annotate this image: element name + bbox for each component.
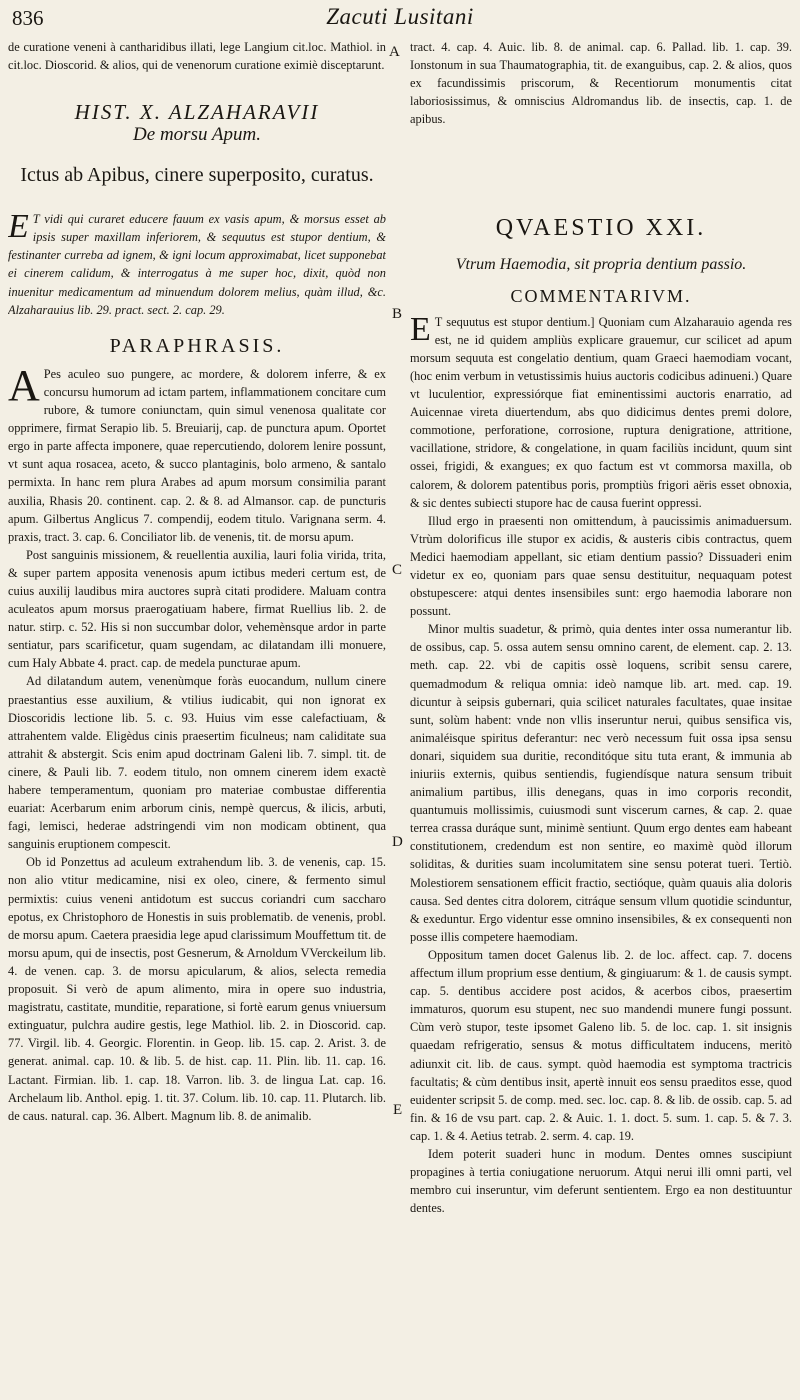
commentarium-paragraph-5: Idem poterit suaderi hunc in modum. Dentes omnes suscipiunt propagines à tertia coniugatione neruorum. Atqui nerui illi omni parti, vel membro cui inseruntur, vim deferunt sentientem. Ergo ea non destituuntur dentes.: [410, 1146, 792, 1216]
paraphrasis-paragraph-4: Ob id Ponzettus ad aculeum extrahendum lib. 3. de venenis, cap. 15. non alio vtitur medicamine, nisi ex oleo, cinere, & fermento simul permixtis: cuius veneni antidotum est succus coriandri cum saccharo epotus, ex Christophoro de Honestis in suis problematib. de venenis, probl. de morsu apum. Caetera praesidia lege apud clarissimum Mouffettum tit. de morsu apum, qui de insectis, post Gesnerum, & Arnoldum VVerckeilum lib. 4. de venen. cap. 3. de morsu apicularum, & alios, selecta remedia proposuit. Si verò de apum alimento, mira in opere suo industria, magistratu, castitate, munditie, reparatione, si fortè earum genus vniuersum extinguatur, pulchra audire gestis, lege Mathiol. lib. 2. in Dioscorid. cap. 77. Virgil. lib. 4. Georgic. Florentin. in Geop. lib. 15. cap. 2. Arist. 3. de generat. animal. cap. 10. & lib. 5. de hist. cap. 11. Plin. lib. 11. cap. 16. Lactant. Firmian. lib. 1. cap. 18. Varron. lib. 3. de lingua Lat. cap. 16. Archelaum lib. Anthol. epig. 1. tit. 37. Colum. lib. 10. cap. 11. Plutarch. lib. de caus. natural. cap. 36. Albert. Magnum lib. 8. de animalib.: [8, 855, 386, 1123]
commentarium-paragraph-1: [410, 310, 792, 512]
margin-letter-d: D: [392, 834, 403, 850]
commentarium-paragraph-3: Minor multis suadetur, & primò, quia dentes inter ossa numerantur lib. de ossibus, cap. 5. ossa autem sensu omnino carent, de element. cap. 2. 13. meth. cap. 22. vbi de capitis ossè loquens, scribit sensu carere, quemadmodum & reliqua omnia: ideò namque lib. art. med. cap. 19. dicuntur à seipsis gubernari, quia scilicet naturales facultates, quae insitae sunt, solùm habent: vnde non vllis inseruntur nerui, quibus sensifica vis, animaléisque spiritus deferantur: nec verò necessum fuit ossa ipsa sensu donari, siquidem sua duritie, reconditóque situ tuta erant, & immunia ab iniuriis externis, quibus sentiendis, fugiendísque natura sensum tribuit animalium partibus, illis denegans, quas in imo corporis recondit, quantumuis mollissimis, cuiusmodi sunt viscerum carnes, & cap. 2. quae terrea crassa duráque sunt, minimè sentiunt. Quum ergo dentes eam habeant constitutionem, credendum est non sentire, eo maximè quòd illorum soliditas, & durities suam incolumitatem sine sensu poterat tueri. Tertiò. Molestiorem sensationem efficit fractio, sectióque, quàm quauis alia doloris causa. Sed dentes citra dolorem, citráque sensum vllum quotidie scinduntur, & exeduntur. Ergo videntur esse omnino insensibiles, & ex consequenti non posse illis competere haemodiam.: [410, 622, 792, 944]
page-number: 836: [12, 6, 44, 30]
paraphrasis-paragraph-3: Ad dilatandum autem, venenùmque foràs euocandum, nullum cinere praestantius esse auxilium, & vtilius iudicabit, qui non ignorat ex Dioscoridis lectione lib. 5. c. 93. Huius vim esse calefactiuam, & attrahentem valde. Eligèdus cinis praesertim ficulneus; nam caliditate sua attrahit & abstergit. Scis enim apud doctrinam Galeni lib. 7. simpl. tit. de cinere, & Pauli lib. 7. eodem titulo, non omnem cinerem idem exactè habere temperamentum, quoniam pro materiae combustae differentia euariat: Acerbarum enim arborum cinis, nempè quercus, & ilicis, arbuti, fagi, lemisci, hederae adstringendi vim non modicam obtinent, qua sanguinis eruptionem compescit.: [8, 674, 386, 852]
intro-paragraph: [8, 210, 386, 319]
running-title: Zacuti Lusitani: [326, 4, 474, 29]
paraphrasis-paragraph-1: [8, 360, 386, 546]
margin-letter-c: C: [392, 562, 403, 578]
paraphrasis-paragraph-2: Post sanguinis missionem, & reuellentia auxilia, lauri folia virida, trita, & super partem apposita venenosis apum ictibus mederi certum est, de cuius auxilij laudibus mira auctores suprà citati prodidere. Maluam contra aculeatos apum morsus praerogatiuam habere, firmat Ruellius lib. 2. de natur. stirp. c. 52. His si non succumbar dolor, vehemènsque ardor in parte sentiatur, pars scarificetur, quam sugendam, ac dilatandam illi monuere, cum Haly Abbate 4. pract. cap. de medela puncturae apum.: [8, 547, 386, 671]
question-title: QVAESTIO XXI.: [495, 215, 707, 242]
paraphrasis-heading: PARAPHRASIS.: [109, 334, 285, 357]
margin-letter-e: E: [393, 1102, 403, 1118]
history-subtitle: De morsu Apum.: [133, 124, 261, 146]
paraphrasis-initial: A: [8, 360, 40, 410]
intro-text: T vidi qui curaret educere fauum ex vasis apum, & morsus esset ab ipsis super maxillam inferiorem, & sequutus est stupor dentium, & festinanter curreba ad ignem, & igni locum approximabat, licet supponebat ei cinerem calidum, & interrogatus à me super hoc, dixit, quòd non inuenitur medicamentum ad minuendum dolorem melius, quàm illud, &c. Alzaharauius lib. 29. pract. sect. 2. cap. 29.: [8, 212, 386, 317]
commentarium-heading: COMMENTARIVM.: [510, 285, 692, 306]
paraphrasis-text-1: Pes aculeo suo pungere, ac mordere, & dolorem inferre, & ex concursu humorum ad ictam partem, inflammationem concitare cum rubore, & tumore coniunctam, quin simul venenosa qualitate cor opprimere, firmat Serapio lib. 5. Breuiarij, cap. de punctura apum. Oportet ergo in parte affecta imponere, quae repercutiendo, dolorem lenire possunt, vt sunt aqua rosacea, aceto, & succo plantaginis, bolo armeno, & santalo permixta. In hanc rem plura Arabes ad apum morsum consimilia parant auxilia, Rhasis 20. continent. cap. 2. & 8. ad Almansor. cap. de puncturis apum. Gilbertus Anglicus 7. compendij, eodem titulo. Varignana serm. 4. praxis, tract. 3. cap. 6. Conciliator lib. de venenis, tit. de morsu apum.: [8, 366, 386, 544]
left-column: [8, 38, 386, 1398]
history-title: HIST. X. ALZAHARAVII: [74, 100, 320, 125]
commentarium-text-1: T sequutus est stupor dentium.] Quoniam cum Alzaharauio agenda res est, ne id quidem ampliùs explicare grauemur, cur scilicet ad apum morsum sequuta est congelatio dentium, quam Graeci haemodiam vocant, (hoc enim verbum in vetustissimis huius auctoris codicibus adinueni.) Quare vt luculentior, expressiórque fiat eminentissimi auctoris enarratio, ad Auicennae vireta diuertendum, abs quo didicimus dentes premi dolore, commotione, perforatione, corrosione, ruptura denigratione, attritione, vacillatione, stridore, & congelatione, in quam faciliùs incidunt, quum sint ossei, frigidi, & exangues; ex quo factum est vt commorsa maxilla, ob calorem, & dolorem patentibus poris, promptiùs frigori aëris esset obnoxia, & sic dentes subiecti stupore hac de causa fuerint oppressi.: [410, 314, 792, 510]
margin-letter-a: A: [389, 44, 400, 60]
left-continuation: de curatione veneni à cantharidibus illati, lege Langium cit.loc. Mathiol. in cit.loc. Dioscorid. & alios, qui de venenorum curatione eximiè disceptarunt.: [8, 40, 386, 73]
margin-letter-b: B: [392, 306, 403, 322]
right-column: [410, 38, 792, 1398]
commentarium-paragraph-2: Illud ergo in praesenti non omittendum, à paucissimis animaduersum. Vtrùm dolorificus ille stupor ex acidis, & austeris cibis contractus, quem Medici haemodiam appellant, sic etiam dentium passio? Dissuaderi enim videtur ex eo, quoniam pars quae sensu destituitur, nequaquam potest obstupescere: atqui dentes insensibiles sunt: ergo haemodia laborare non possunt.: [410, 513, 792, 619]
commentarium-paragraph-4: Oppositum tamen docet Galenus lib. 2. de loc. affect. cap. 7. docens affectum illum proprium esse dentium, & gingiuarum: & 1. de causis sympt. cap. 5. dentibus accidere post acidos, & acerbos cibos, praesertim immaturos, quorum esu stupent, nec suo mandendi munere fungi possunt. Cùm verò stupor, teste ipsomet Galeno lib. 5. de loc. cap. 1. sit insignis quaedam refrigeratio, sensus & motus difficultatem inducens, meritò adiunxit cit. lib. de caus. sympt. quòd haemodia est symptoma tractricis facultatis; & cùm dentibus insit, apertè innuit eos sensu praeditos esse, quod euidenter scripsit 5. de comp. med. sec. loc. cap. 8. & lib. de ossib. cap. 5. ad fin. & 16 de vsu part. cap. 2. & Auic. 1. 1. doct. 5. sum. 1. cap. 5. & 7. 3. cap. 1. & 4. Aetius tetrab. 2. serm. 4. cap. 19.: [410, 947, 792, 1143]
intro-initial: E: [8, 208, 29, 246]
question-subtitle: Vtrum Haemodia, sit propria dentium passio.: [455, 256, 747, 274]
case-title: Ictus ab Apibus, cinere superposito, curatus.: [20, 164, 374, 187]
page-header: [0, 2, 800, 32]
right-continuation: tract. 4. cap. 4. Auic. lib. 8. de animal. cap. 6. Pallad. lib. 1. cap. 39. Ionstonum in sua Thaumatographia, tit. de exanguibus, cap. 2. & alios, quos ex facundissimis priscorum, & Recentiorum monumentis citat laboriosissimus, & omniscius Aldromandus lib. de insectis, cap. 1. de apibus.: [410, 40, 792, 127]
commentarium-initial: E: [410, 310, 431, 348]
